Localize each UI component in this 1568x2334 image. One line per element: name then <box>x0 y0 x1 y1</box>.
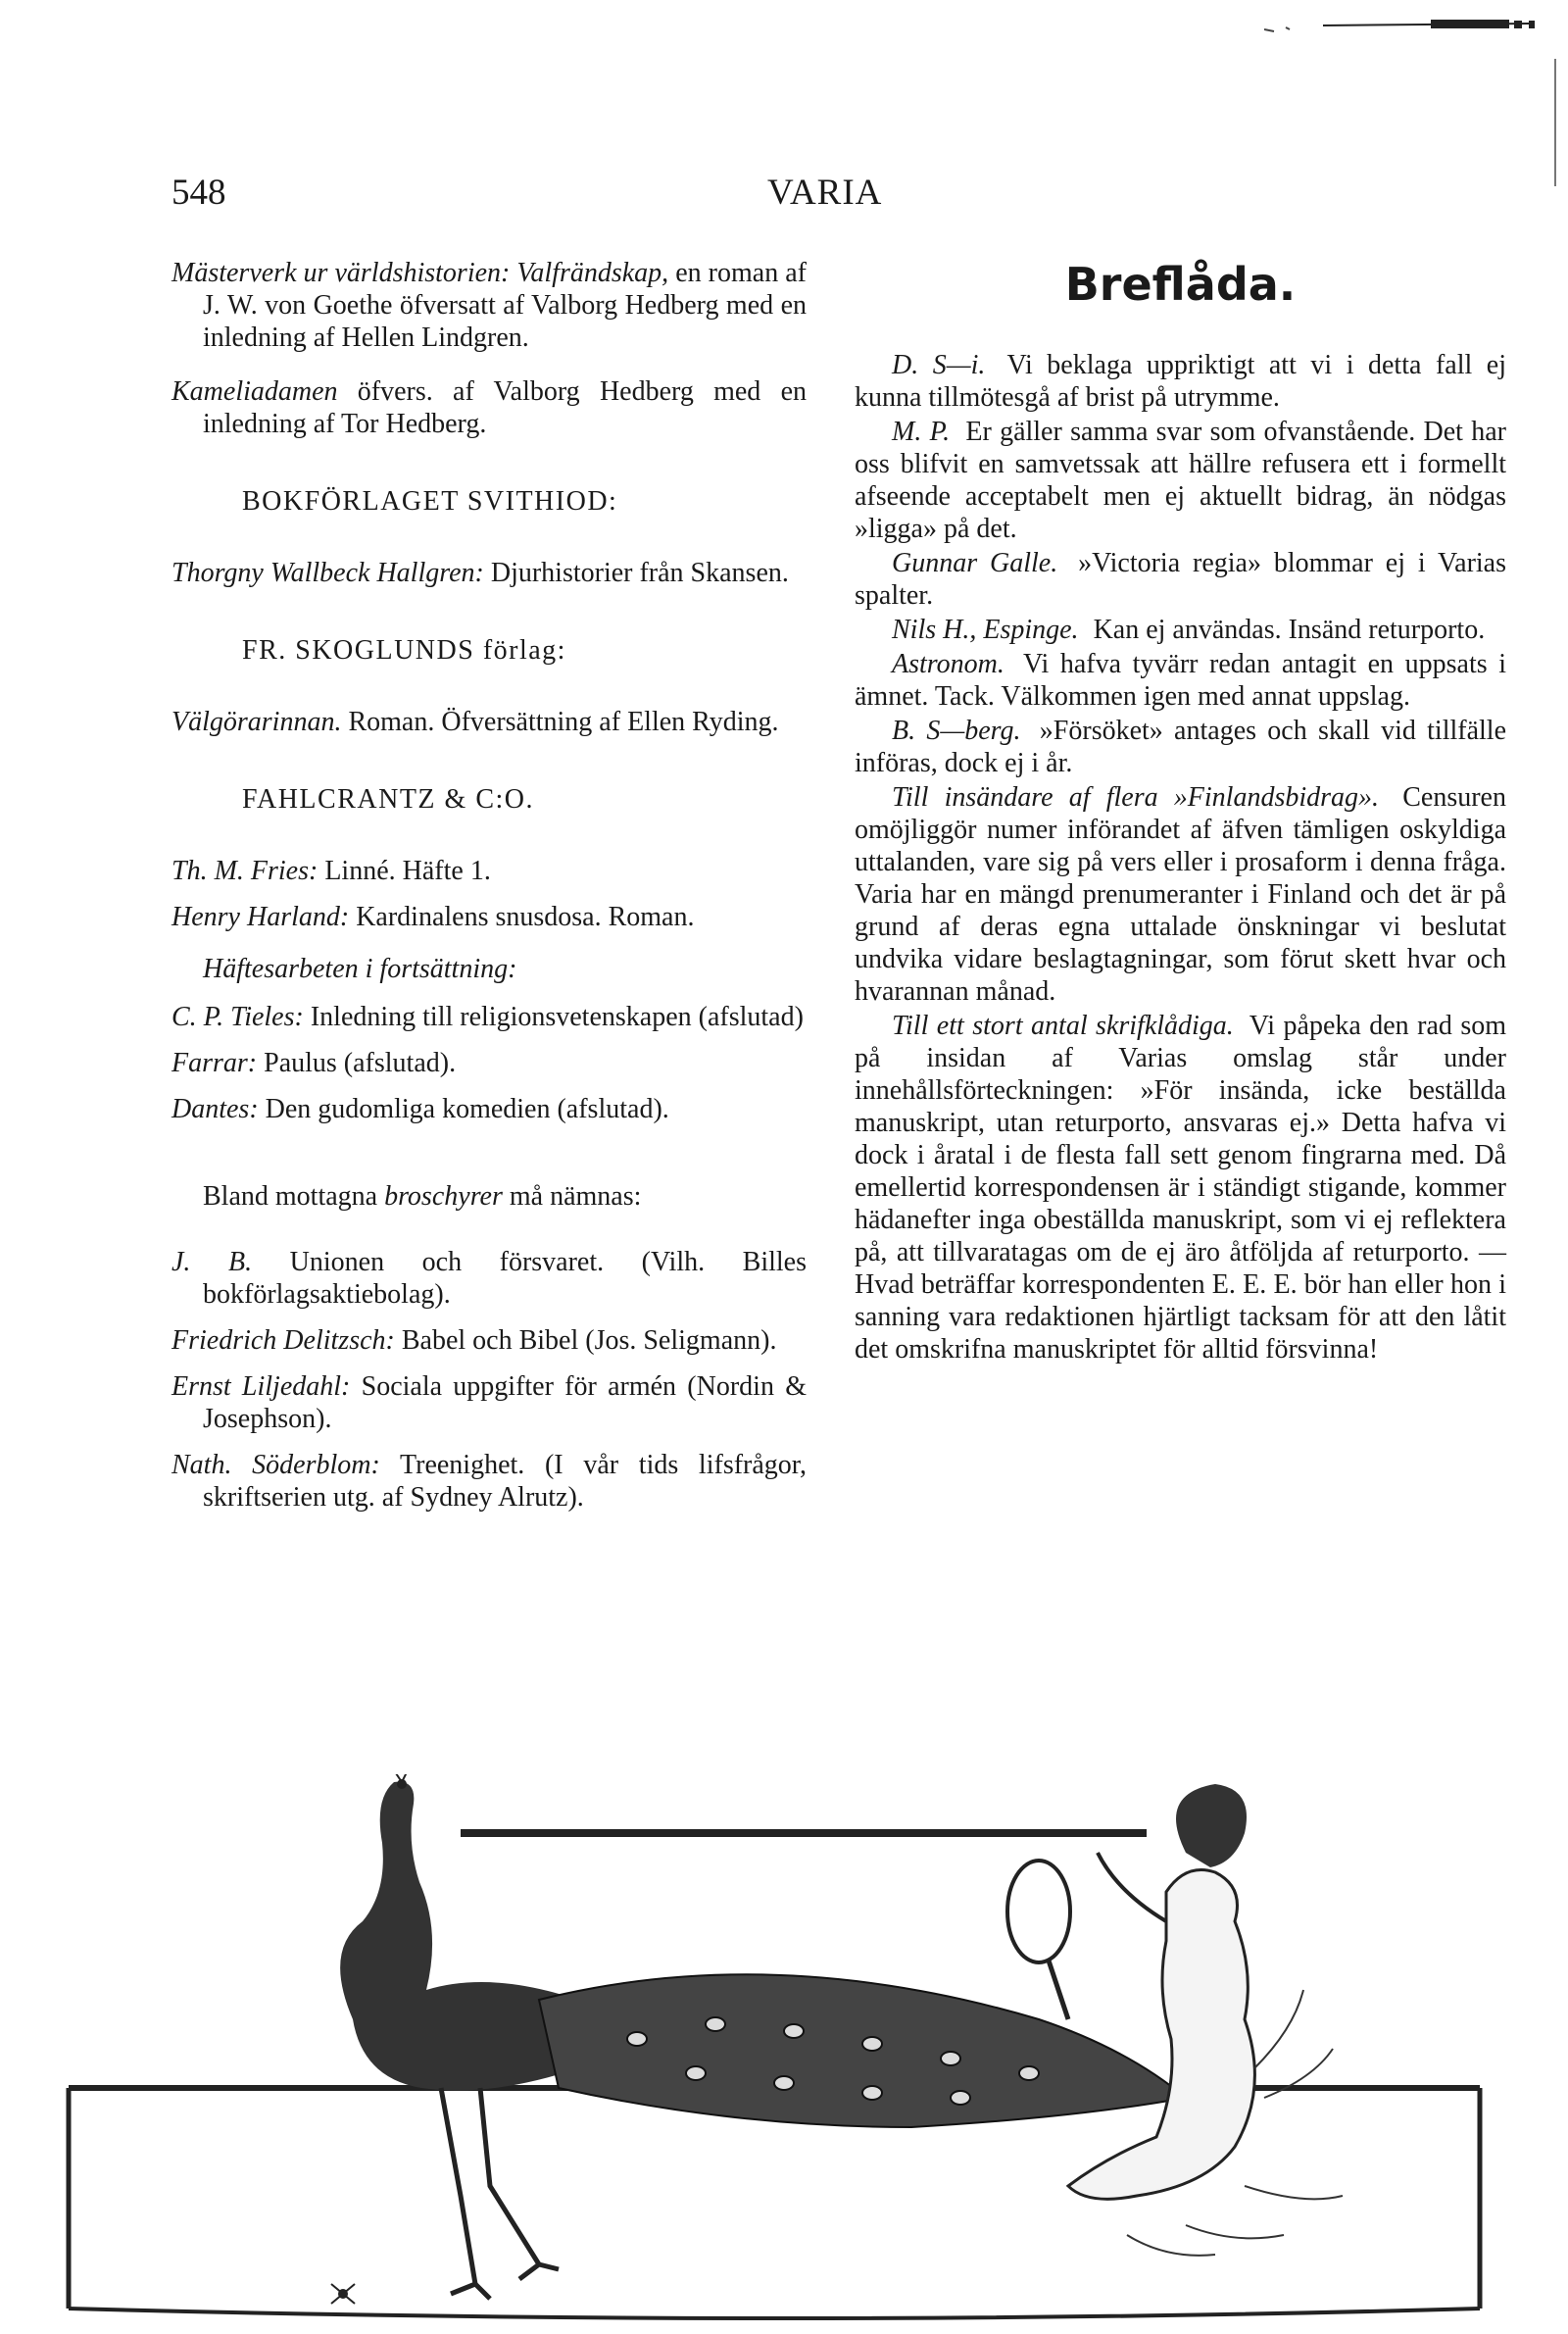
left-column <box>172 257 807 1527</box>
page-number: 548 <box>172 173 226 213</box>
letter-reply: B. S—berg. »Försöket» antages och skall vid tillfälle införas, dock ej i år. <box>855 716 1506 778</box>
book-entry: Dantes: Den gudomliga komedien (afslutad). <box>172 1094 669 1124</box>
brochure-entry: J. B. Unionen och försvaret. (Vilh. Billes bokförlagsaktiebolag). <box>172 1247 807 1310</box>
right-column <box>855 257 1506 1367</box>
peacock-body <box>340 1782 578 2091</box>
publisher-heading: FR. SKOGLUNDS förlag: <box>242 635 566 666</box>
section-title: Breflåda. <box>1064 258 1297 311</box>
publisher-heading: BOKFÖRLAGET SVITHIOD: <box>242 486 618 517</box>
book-entry: Th. M. Fries: Linné. Häfte 1. <box>172 856 491 886</box>
letter-reply: Nils H., Espinge. Kan ej användas. Insänd returporto. <box>892 615 1486 645</box>
book-entry: Välgörarinnan. Roman. Öfversättning af Ellen Ryding. <box>172 707 779 737</box>
brochure-entry: Ernst Liljedahl: Sociala uppgifter för armén (Nordin & Josephson). <box>172 1371 807 1434</box>
scan-edge-rule <box>1554 59 1556 186</box>
letter-reply: Astronom. Vi hafva tyvärr redan antagit en uppsats i ämnet. Tack. Välkommen igen med annat uppslag. <box>855 649 1506 712</box>
book-entry: Mästerverk ur världshistorien: Valfrändskap, en roman af J. W. von Goethe öfversatt af Valborg Hedberg med en inledning af Hellen Lindgren. <box>172 258 807 353</box>
publisher-heading: FAHLCRANTZ & C:O. <box>242 784 534 815</box>
book-entry: Thorgny Wallbeck Hallgren: Djurhistorier från Skansen. <box>172 558 789 588</box>
page-header <box>172 172 936 221</box>
letter-reply: Till ett stort antal skrifklådiga. Vi påpeka den rad som på insidan af Varias omslag står under innehållsförteckningen: »För insända, icke beställda manuskript, utan returporto, ansvaras ej.» Detta hafva vi dock i åratal i de flesta fall sett genom fingrarna med. Då emellertid korrespondensen är i ständigt stigande, kommer hädanefter inga obeställda manuskript, som vi ej reflektera på, att tillvaratagas om de ej äro åtföljda af returporto. — Hvad beträffar korrespondenten E. E. E. bör han eller hon i sanning vara redaktionen hjärtligt tacksam för att den låtit det omskrifna manuskriptet för alltid försvinna! <box>855 1011 1506 1365</box>
hand-mirror <box>1007 1861 1070 1962</box>
brochures-heading: Bland mottagna broschyrer må nämnas: <box>203 1181 642 1212</box>
insect-ornament <box>331 2284 355 2304</box>
letter-reply: D. S—i. Vi beklaga uppriktigt att vi i detta fall ej kunna tillmötesgå af brist på utrymme. <box>855 350 1506 413</box>
peacock-tail <box>539 1974 1186 2127</box>
book-entry: Farrar: Paulus (afslutad). <box>172 1048 457 1078</box>
letter-reply: M. P. Er gäller samma svar som ofvanstående. Det har oss blifvit en samvetssak att hällre refusera ett i formellt afseende acceptabelt men ej aktuellt bidrag, än nödgas »ligga» på det. <box>855 417 1506 544</box>
book-entry: Henry Harland: Kardinalens snusdosa. Roman. <box>172 902 695 932</box>
running-title: VARIA <box>767 173 883 213</box>
brochure-entry: Nath. Söderblom: Treenighet. (I vår tids lifsfrågor, skriftserien utg. af Sydney Alrutz). <box>172 1450 807 1513</box>
book-entry: C. P. Tieles: Inledning till religionsvetenskapen (afslutad) <box>172 1002 804 1032</box>
continuing-note: Häftesarbeten i fortsättning: <box>203 954 517 984</box>
book-entry: Kameliadamen öfvers. af Valborg Hedberg med en inledning af Tor Hedberg. <box>172 376 807 439</box>
letter-reply: Till insändare af flera »Finlandsbidrag». Censuren omöjliggör numer införandet af äfven tämligen oskyldiga uttalanden, vare sig på vers eller i prosaform i denna fråga. Varia har en mängd prenumeranter i Finland och det är på grund af deras egna uttalade önskningar vi beslutat undvika vidare beslagtagningar, som förut skett hvar och hvarannan månad. <box>855 782 1506 1007</box>
scan-edge-marks <box>1264 18 1558 57</box>
letter-reply: Gunnar Galle. »Victoria regia» blommar ej i Varias spalter. <box>855 548 1506 611</box>
peacock-illustration <box>29 1774 1558 2328</box>
brochure-entry: Friedrich Delitzsch: Babel och Bibel (Jos. Seligmann). <box>172 1325 777 1356</box>
